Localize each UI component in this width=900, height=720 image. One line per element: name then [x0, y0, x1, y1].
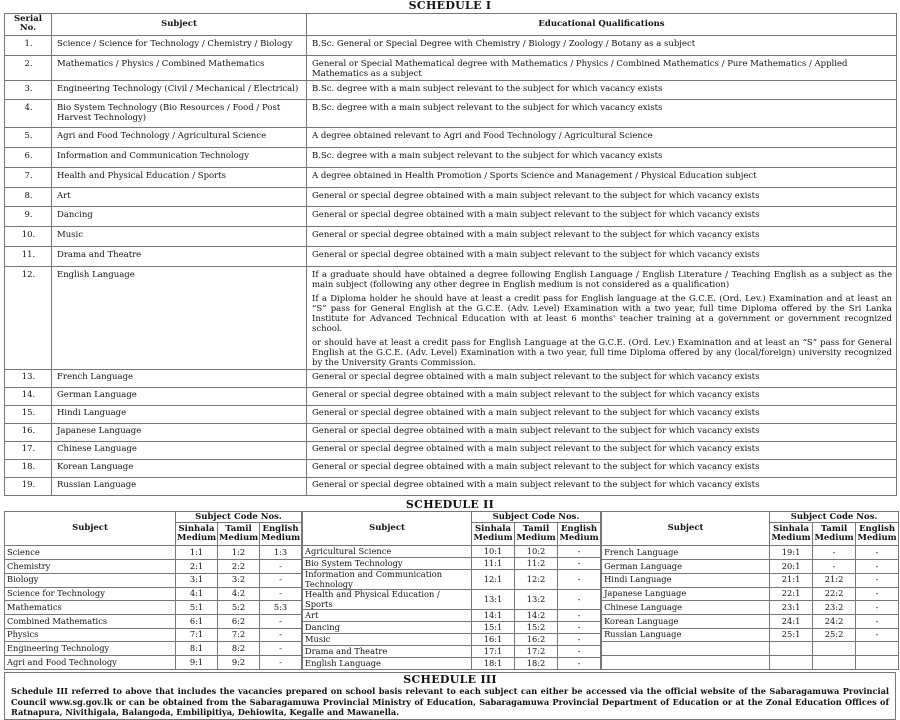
subject-cell: Mathematics / Physics / Combined Mathematics: [52, 55, 307, 80]
subject-cell: Chinese Language: [602, 601, 770, 615]
sinhala-code: 17:1: [472, 645, 515, 657]
qualification-cell: General or special degree obtained with a main subject relevant to the subject for which vacancy exists: [307, 459, 897, 477]
qualification-cell: General or special degree obtained with a main subject relevant to the subject for which vacancy exists: [307, 423, 897, 441]
table-row: [602, 601, 899, 615]
table-row: [5, 459, 897, 477]
tamil-code: 14:2: [515, 610, 558, 622]
tamil-code: [813, 642, 856, 656]
subject-cell: Music: [303, 634, 472, 646]
subject-cell: Agricultural Science: [303, 546, 472, 558]
table-row: [602, 614, 899, 628]
table-row: [5, 55, 897, 80]
subject-cell: Korean Language: [602, 614, 770, 628]
english-code: -: [260, 560, 302, 574]
english-medium-header: English Medium: [260, 523, 302, 546]
table-row: [5, 387, 897, 405]
qualification-cell: General or special degree obtained with a main subject relevant to the subject for which vacancy exists: [307, 187, 897, 207]
tamil-code: 23:2: [813, 601, 856, 615]
qualification-header: Educational Qualifications: [307, 13, 897, 36]
english-medium-header: English Medium: [856, 523, 899, 546]
table-row: [303, 610, 601, 622]
tamil-code: 17:2: [515, 645, 558, 657]
table-row-english: [5, 266, 897, 369]
subject-cell: Japanese Language: [52, 423, 307, 441]
sinhala-code: 1:1: [176, 546, 218, 560]
english-code: -: [260, 628, 302, 642]
subject-cell: Agri and Food Technology / Agricultural Science: [52, 128, 307, 148]
subject-header: Subject: [602, 512, 770, 546]
sinhala-code: 10:1: [472, 546, 515, 558]
english-code: -: [558, 634, 601, 646]
serial-cell: 18.: [5, 459, 52, 477]
subject-cell: Russian Language: [602, 628, 770, 642]
qualification-paragraph: If a graduate should have obtained a degree following English Language / English Literature / Teaching English as a subject as the main subject (following any other degree in English medium is not considered as a qualification): [312, 269, 892, 290]
sinhala-medium-header: Sinhala Medium: [770, 523, 813, 546]
sinhala-code: 9:1: [176, 656, 218, 670]
subject-cell: English Language: [52, 266, 307, 369]
subject-cell: French Language: [52, 369, 307, 387]
table-row: [602, 573, 899, 587]
sinhala-code: 7:1: [176, 628, 218, 642]
schedule3-title: SCHEDULE III: [403, 672, 497, 686]
subject-cell: Biology: [5, 573, 176, 587]
sinhala-code: [770, 642, 813, 656]
table-row: [602, 628, 899, 642]
subject-cell: Dancing: [52, 207, 307, 227]
table-row: [602, 656, 899, 670]
tamil-code: 11:2: [515, 558, 558, 570]
sinhala-code: 2:1: [176, 560, 218, 574]
qualification-cell: B.Sc. General or Special Degree with Chemistry / Biology / Zoology / Botany as a subject: [307, 36, 897, 56]
table-row: [303, 570, 601, 590]
table-row: [5, 628, 302, 642]
table-row: [5, 167, 897, 187]
table-row: [5, 187, 897, 207]
english-code: -: [260, 656, 302, 670]
english-medium-header: English Medium: [558, 523, 601, 546]
serial-cell: 1.: [5, 36, 52, 56]
sinhala-code: 21:1: [770, 573, 813, 587]
table-row: [303, 657, 601, 669]
qualification-cell: General or special degree obtained with a main subject relevant to the subject for which vacancy exists: [307, 387, 897, 405]
subject-cell: Information and Communication Technology: [303, 570, 472, 590]
subject-cell: Science for Technology: [5, 587, 176, 601]
subject-cell: Dancing: [303, 622, 472, 634]
schedule3: [4, 672, 896, 720]
subject-codes-header: Subject Code Nos.: [472, 512, 601, 523]
qualification-cell: General or special degree obtained with a main subject relevant to the subject for which vacancy exists: [307, 405, 897, 423]
schedule2: [4, 511, 896, 669]
serial-cell: 17.: [5, 441, 52, 459]
subject-cell: Bio System Technology: [303, 558, 472, 570]
english-code: -: [558, 610, 601, 622]
tamil-medium-header: Tamil Medium: [218, 523, 260, 546]
qualification-cell: B.Sc. degree with a main subject relevant to the subject for which vacancy exists: [307, 148, 897, 168]
table-row: [5, 207, 897, 227]
sinhala-code: 3:1: [176, 573, 218, 587]
subject-cell: Science: [5, 546, 176, 560]
table-row: [5, 247, 897, 267]
english-code: -: [856, 560, 899, 574]
subject-cell: Russian Language: [52, 477, 307, 495]
qualification-cell: B.Sc. degree with a main subject relevant to the subject for which vacancy exists: [307, 100, 897, 128]
tamil-code: 3:2: [218, 573, 260, 587]
schedule1-header-row: [5, 13, 897, 36]
sinhala-code: 23:1: [770, 601, 813, 615]
table-row: [5, 477, 897, 495]
tamil-medium-header: Tamil Medium: [515, 523, 558, 546]
tamil-code: 9:2: [218, 656, 260, 670]
table-row: [5, 546, 302, 560]
qualification-cell: General or special degree obtained with a main subject relevant to the subject for which vacancy exists: [307, 441, 897, 459]
tamil-code: [813, 656, 856, 670]
sinhala-code: 4:1: [176, 587, 218, 601]
table-row: [5, 369, 897, 387]
english-code: [856, 642, 899, 656]
english-code: -: [558, 546, 601, 558]
table-row: [5, 601, 302, 615]
table-row: [5, 656, 302, 670]
table-row: [5, 573, 302, 587]
subject-cell: French Language: [602, 546, 770, 560]
serial-cell: 15.: [5, 405, 52, 423]
subject-header: Subject: [303, 512, 472, 546]
subject-cell: Art: [52, 187, 307, 207]
qualification-cell: A degree obtained in Health Promotion / Sports Science and Management / Physical Education subject: [307, 167, 897, 187]
english-code: -: [558, 645, 601, 657]
english-code: -: [260, 573, 302, 587]
tamil-code: 12:2: [515, 570, 558, 590]
english-code: -: [260, 614, 302, 628]
serial-cell: 5.: [5, 128, 52, 148]
tamil-medium-header: Tamil Medium: [813, 523, 856, 546]
table-row: [5, 80, 897, 100]
schedule2-table-1: [4, 511, 302, 669]
english-code: -: [856, 587, 899, 601]
subject-cell: Chinese Language: [52, 441, 307, 459]
qualification-cell: A degree obtained relevant to Agri and Food Technology / Agricultural Science: [307, 128, 897, 148]
subject-cell: English Language: [303, 657, 472, 669]
subject-cell: Science / Science for Technology / Chemistry / Biology: [52, 36, 307, 56]
english-code: [856, 656, 899, 670]
tamil-code: 1:2: [218, 546, 260, 560]
sinhala-medium-header: Sinhala Medium: [472, 523, 515, 546]
subject-cell: Engineering Technology: [5, 642, 176, 656]
english-code: -: [260, 642, 302, 656]
serial-cell: 12.: [5, 266, 52, 369]
tamil-code: 21:2: [813, 573, 856, 587]
qualification-paragraph: or should have at least a credit pass for English Language at the G.C.E. (Ord. Lev.) Examination and at least an “S” pass for General English at the G.C.E. (Adv. Level) Examination with a two year, full time Diploma offered by any (local/foreign) university recognized by the University Grants Commission.: [312, 338, 892, 368]
english-code: -: [558, 570, 601, 590]
schedule2-title: SCHEDULE II: [405, 497, 495, 511]
sinhala-code: 14:1: [472, 610, 515, 622]
table-row: [5, 614, 302, 628]
subject-cell: Combined Mathematics: [5, 614, 176, 628]
table-row: [602, 546, 899, 560]
table-row: [303, 558, 601, 570]
english-code: -: [558, 622, 601, 634]
serial-cell: 9.: [5, 207, 52, 227]
tamil-code: 24:2: [813, 614, 856, 628]
tamil-code: 25:2: [813, 628, 856, 642]
subject-cell: Drama and Theatre: [52, 247, 307, 267]
schedule1-table: [4, 13, 897, 496]
qualification-cell: General or special degree obtained with a main subject relevant to the subject for which vacancy exists: [307, 369, 897, 387]
schedule2-table-2: [302, 511, 601, 669]
table-row: [5, 100, 897, 128]
subject-cell: Bio System Technology (Bio Resources / Food / Post Harvest Technology): [52, 100, 307, 128]
table-row: [303, 622, 601, 634]
subject-cell: Korean Language: [52, 459, 307, 477]
sinhala-code: 8:1: [176, 642, 218, 656]
table-row: [602, 587, 899, 601]
serial-cell: 2.: [5, 55, 52, 80]
subject-cell: Engineering Technology (Civil / Mechanical / Electrical): [52, 80, 307, 100]
english-code: -: [856, 546, 899, 560]
table-row: [5, 148, 897, 168]
table-row: [5, 128, 897, 148]
tamil-code: 15:2: [515, 622, 558, 634]
subject-cell: Hindi Language: [52, 405, 307, 423]
serial-cell: 7.: [5, 167, 52, 187]
serial-cell: 6.: [5, 148, 52, 168]
tamil-code: 8:2: [218, 642, 260, 656]
schedule3-text: Schedule III referred to above that includes the vacancies prepared on school basis relevant to each subject can either be accessed via the official website of the Sabaragamuwa Provincial Council www.sg.gov.lk or can be obtained from the Sabaragamuwa Provincial Ministry of Education, Sabaragamuwa Provincial Department of Education or at the Zonal Education Offices of Ratnapura, Nivithigala, Balangoda, Embilipitiya, Dehiowita, Kegalle and Mawanella.: [11, 686, 889, 717]
schedule2-table-3: [601, 511, 899, 669]
english-code: 1:3: [260, 546, 302, 560]
sinhala-code: 12:1: [472, 570, 515, 590]
subject-cell: German Language: [52, 387, 307, 405]
sinhala-code: 19:1: [770, 546, 813, 560]
tamil-code: -: [813, 560, 856, 574]
subject-cell: Hindi Language: [602, 573, 770, 587]
table-row: [5, 405, 897, 423]
sinhala-code: 24:1: [770, 614, 813, 628]
qualification-cell: General or Special Mathematical degree with Mathematics / Physics / Combined Mathematics / Pure Mathematics / Applied Mathematics as a subject: [307, 55, 897, 80]
subject-cell: [602, 642, 770, 656]
table-row: [5, 560, 302, 574]
subject-cell: Chemistry: [5, 560, 176, 574]
table-row: [303, 546, 601, 558]
subject-cell: Music: [52, 227, 307, 247]
sinhala-code: 13:1: [472, 590, 515, 610]
tamil-code: 2:2: [218, 560, 260, 574]
table-row: [5, 36, 897, 56]
english-code: -: [558, 558, 601, 570]
serial-cell: 10.: [5, 227, 52, 247]
serial-cell: 8.: [5, 187, 52, 207]
english-code: -: [856, 628, 899, 642]
tamil-code: 7:2: [218, 628, 260, 642]
english-code: -: [856, 614, 899, 628]
subject-codes-header: Subject Code Nos.: [770, 512, 899, 523]
sinhala-code: 18:1: [472, 657, 515, 669]
subject-cell: Information and Communication Technology: [52, 148, 307, 168]
english-code: -: [260, 587, 302, 601]
sinhala-code: 22:1: [770, 587, 813, 601]
serial-cell: 3.: [5, 80, 52, 100]
subject-cell: Mathematics: [5, 601, 176, 615]
tamil-code: 10:2: [515, 546, 558, 558]
gazette-page: [4, 0, 896, 720]
tamil-code: 22:2: [813, 587, 856, 601]
subject-header: Subject: [52, 13, 307, 36]
table-row: [303, 590, 601, 610]
sinhala-code: [770, 656, 813, 670]
qualification-paragraph: If a Diploma holder he should have at least a credit pass for English language at the G.C.E. (Ord. Lev.) Examination and at least an “S” pass for General English at the G.C.E. (Adv. Level) Examination with a two year, full time Diploma offered by the Sri Lanka Institute for Advanced Technical Education with at least 6 months' teacher training at a government or government recognized school.: [312, 294, 892, 334]
serial-cell: 16.: [5, 423, 52, 441]
tamil-code: 5:2: [218, 601, 260, 615]
subject-codes-header: Subject Code Nos.: [176, 512, 302, 523]
sinhala-code: 11:1: [472, 558, 515, 570]
tamil-code: -: [813, 546, 856, 560]
subject-cell: Drama and Theatre: [303, 645, 472, 657]
tamil-code: 16:2: [515, 634, 558, 646]
english-code: -: [856, 573, 899, 587]
table-row: [5, 587, 302, 601]
english-code: -: [558, 657, 601, 669]
serial-cell: 13.: [5, 369, 52, 387]
serial-cell: 19.: [5, 477, 52, 495]
sinhala-code: 20:1: [770, 560, 813, 574]
subject-cell: [602, 656, 770, 670]
table-row: [5, 227, 897, 247]
serial-header: Serial No.: [5, 13, 52, 36]
qualification-cell: [307, 266, 897, 369]
qualification-cell: General or special degree obtained with a main subject relevant to the subject for which vacancy exists: [307, 477, 897, 495]
qualification-cell: General or special degree obtained with a main subject relevant to the subject for which vacancy exists: [307, 227, 897, 247]
sinhala-code: 5:1: [176, 601, 218, 615]
english-code: -: [558, 590, 601, 610]
sinhala-code: 6:1: [176, 614, 218, 628]
subject-cell: Physics: [5, 628, 176, 642]
tamil-code: 6:2: [218, 614, 260, 628]
sinhala-code: 25:1: [770, 628, 813, 642]
table-row: [602, 642, 899, 656]
subject-cell: Japanese Language: [602, 587, 770, 601]
table-row: [5, 642, 302, 656]
serial-cell: 4.: [5, 100, 52, 128]
sinhala-medium-header: Sinhala Medium: [176, 523, 218, 546]
qualification-cell: B.Sc. degree with a main subject relevant to the subject for which vacancy exists: [307, 80, 897, 100]
schedule1-title: SCHEDULE I: [408, 0, 492, 12]
table-row: [303, 634, 601, 646]
subject-cell: German Language: [602, 560, 770, 574]
english-code: -: [856, 601, 899, 615]
subject-header: Subject: [5, 512, 176, 546]
table-row: [602, 560, 899, 574]
serial-cell: 11.: [5, 247, 52, 267]
subject-cell: Agri and Food Technology: [5, 656, 176, 670]
tamil-code: 13:2: [515, 590, 558, 610]
english-code: 5:3: [260, 601, 302, 615]
table-row: [303, 645, 601, 657]
qualification-cell: General or special degree obtained with a main subject relevant to the subject for which vacancy exists: [307, 207, 897, 227]
sinhala-code: 16:1: [472, 634, 515, 646]
tamil-code: 4:2: [218, 587, 260, 601]
subject-cell: Health and Physical Education / Sports: [303, 590, 472, 610]
subject-cell: Health and Physical Education / Sports: [52, 167, 307, 187]
subject-cell: Art: [303, 610, 472, 622]
qualification-cell: General or special degree obtained with a main subject relevant to the subject for which vacancy exists: [307, 247, 897, 267]
sinhala-code: 15:1: [472, 622, 515, 634]
table-row: [5, 423, 897, 441]
serial-cell: 14.: [5, 387, 52, 405]
table-row: [5, 441, 897, 459]
tamil-code: 18:2: [515, 657, 558, 669]
